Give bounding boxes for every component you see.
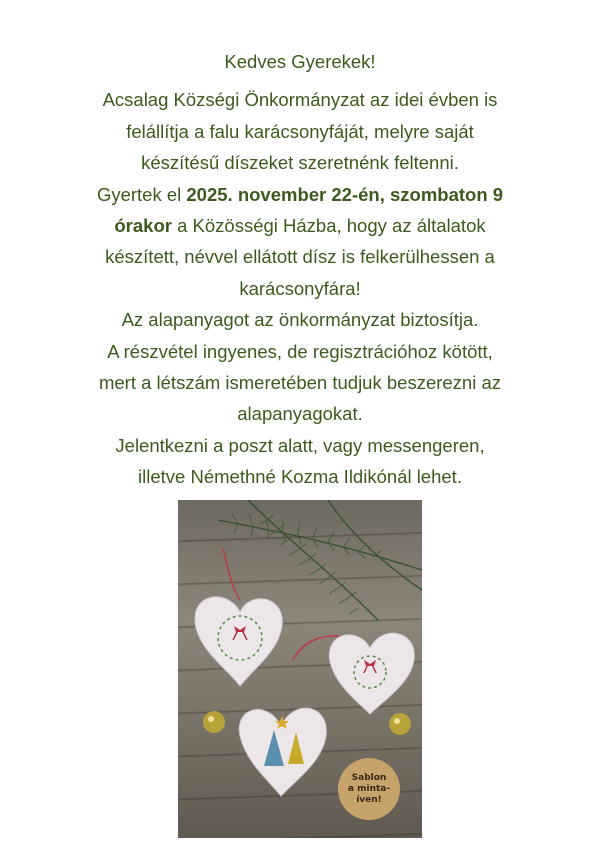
heart-ornament-left-icon — [195, 597, 282, 686]
badge-line: a minta- — [347, 783, 391, 794]
heart-ornament-bottom-icon — [239, 708, 326, 796]
invite-line-2 — [0, 210, 600, 241]
event-date: 2025. november 22-én, szombaton 9 — [186, 183, 504, 205]
gold-bauble-icon — [203, 711, 225, 733]
template-badge — [338, 758, 400, 820]
text-line: Az alapanyagot az önkormányzat biztosítja. — [121, 309, 479, 331]
text-line: felállítja a falu karácsonyfáját, melyre saját — [126, 120, 474, 142]
pine-needles-icon — [232, 514, 382, 614]
invite-line — [0, 179, 600, 210]
text-line: Acsalag Községi Önkormányzat az idei évben is — [102, 89, 498, 111]
bauble-shine-icon — [394, 718, 400, 724]
gold-bauble-icon — [389, 713, 411, 735]
text-line: alapanyagokat. — [237, 403, 363, 425]
text-line: készítésű díszeket szeretnénk feltenni. — [141, 152, 459, 174]
badge-line: íven! — [356, 794, 382, 805]
text-line: Jelentkezni a poszt alatt, vagy messengeren, — [115, 434, 485, 456]
text-line: A részvétel ingyenes, de regisztrációhoz kötött, — [107, 340, 493, 362]
greeting-heading: Kedves Gyerekek! — [224, 51, 376, 72]
event-time: órakor — [114, 215, 172, 237]
bauble-shine-icon — [208, 716, 214, 722]
text-line: mert a létszám ismeretében tudjuk beszerezni az — [98, 372, 502, 394]
text-line: illetve Némethné Kozma Ildikónál lehet. — [138, 466, 462, 488]
ornaments-photo — [178, 500, 422, 838]
badge-line: Sablon — [351, 772, 387, 783]
invitation-text — [0, 46, 600, 493]
text-line: készített, névvel ellátott dísz is felkerülhessen a — [105, 246, 495, 268]
text-line: karácsonyfára! — [239, 277, 361, 299]
invite-prefix: Gyertek el — [96, 183, 187, 205]
invite-suffix: a Közösségi Házba, hogy az általatok — [171, 215, 486, 237]
string-icon — [223, 548, 240, 600]
heart-ornament-right-icon — [329, 633, 414, 714]
